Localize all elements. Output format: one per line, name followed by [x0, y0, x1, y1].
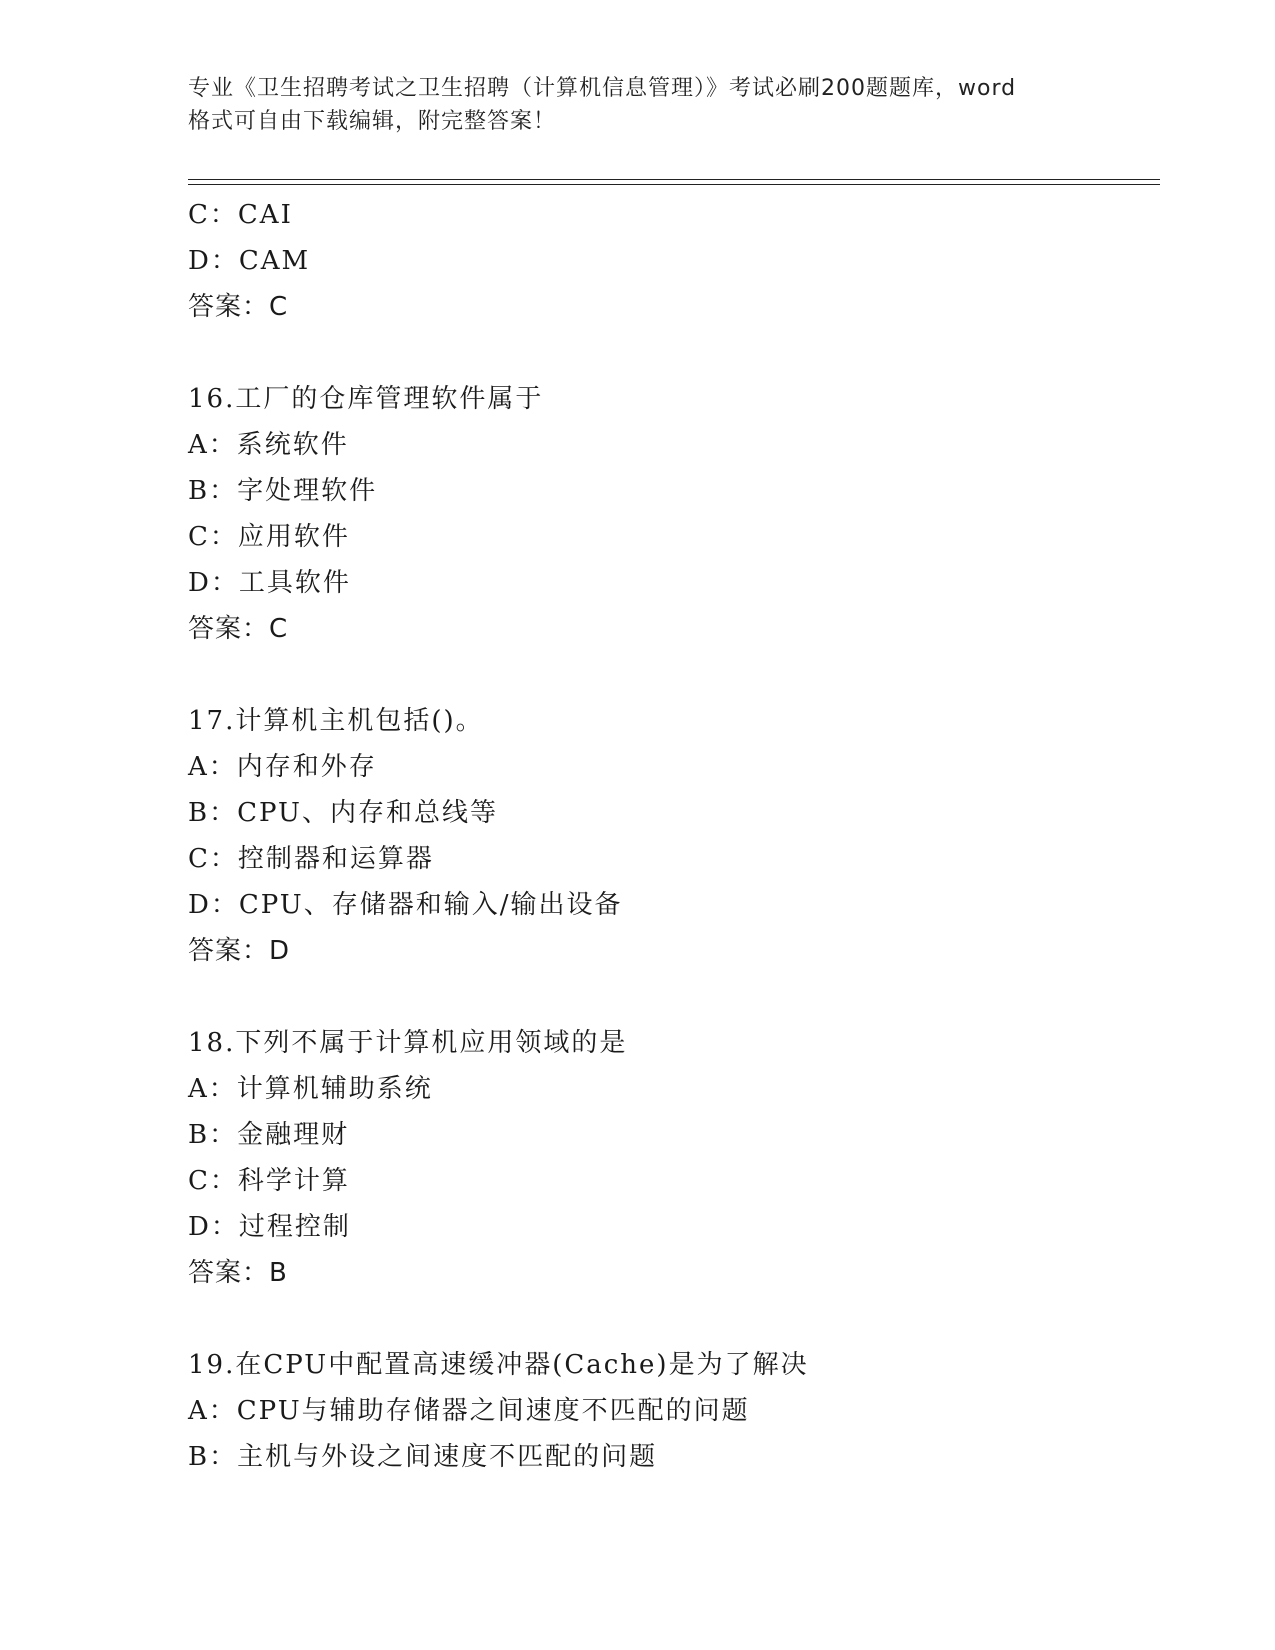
answer: 答案：B: [188, 1258, 288, 1288]
question-18: [188, 1020, 1148, 1296]
option-b: B：主机与外设之间速度不匹配的问题: [188, 1442, 658, 1472]
option-b: B：字处理软件: [188, 476, 378, 506]
question-stem: 17.计算机主机包括()。: [188, 706, 484, 736]
header-line-1: 专业《卫生招聘考试之卫生招聘（计算机信息管理）》考试必刷200题题库，word: [188, 76, 1017, 101]
option-c: C：应用软件: [188, 522, 350, 552]
question-16: [188, 376, 1148, 652]
header-line-2: 格式可自由下载编辑，附完整答案！: [188, 109, 557, 134]
question-15-continued: [188, 192, 1148, 330]
option-d: D：工具软件: [188, 568, 351, 598]
option-a: A：CPU与辅助存储器之间速度不匹配的问题: [188, 1396, 750, 1426]
option-d: D：过程控制: [188, 1212, 351, 1242]
option-d: D：CAM: [188, 246, 311, 276]
option-b: B：金融理财: [188, 1120, 350, 1150]
question-19: [188, 1342, 1148, 1480]
document-header: [188, 72, 1108, 138]
option-a: A：计算机辅助系统: [188, 1074, 433, 1104]
answer: 答案：C: [188, 292, 289, 322]
option-c: C：CAI: [188, 200, 293, 230]
question-17: [188, 698, 1148, 974]
question-stem: 18.下列不属于计算机应用领域的是: [188, 1028, 628, 1058]
option-d: D：CPU、存储器和输入/输出设备: [188, 890, 623, 920]
spacer: [188, 652, 1148, 698]
option-c: C：科学计算: [188, 1166, 350, 1196]
spacer: [188, 330, 1148, 376]
question-list: [188, 192, 1148, 1480]
header-divider-bottom: [188, 184, 1160, 185]
question-stem: 19.在CPU中配置高速缓冲器(Cache)是为了解决: [188, 1350, 809, 1380]
option-a: A：系统软件: [188, 430, 349, 460]
spacer: [188, 1296, 1148, 1342]
answer: 答案：D: [188, 936, 291, 966]
answer: 答案：C: [188, 614, 289, 644]
question-stem: 16.工厂的仓库管理软件属于: [188, 384, 544, 414]
option-a: A：内存和外存: [188, 752, 377, 782]
option-b: B：CPU、内存和总线等: [188, 798, 498, 828]
spacer: [188, 974, 1148, 1020]
header-divider-top: [188, 179, 1160, 180]
option-c: C：控制器和运算器: [188, 844, 434, 874]
